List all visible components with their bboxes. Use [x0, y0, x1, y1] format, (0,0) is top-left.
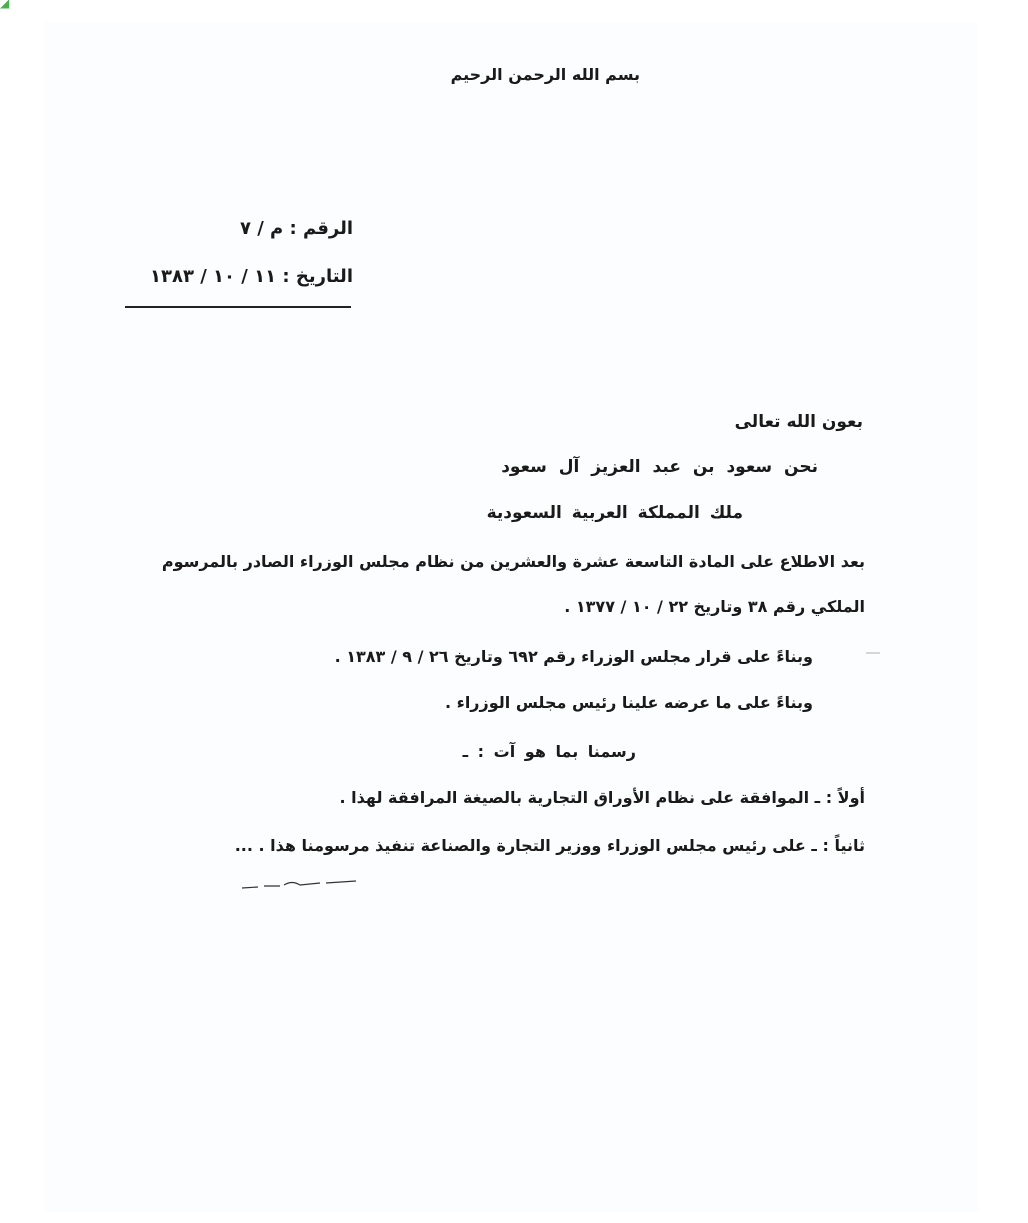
corner-mark-icon: ◢	[0, 0, 10, 10]
king-name-line: نحن سعود بن عبد العزيز آل سعود	[501, 457, 818, 477]
header-underline	[125, 306, 351, 308]
ink-scribble	[240, 878, 360, 892]
reference-number: الرقم : م / ٧	[239, 218, 353, 239]
basmala-heading: بسم الله الرحمن الرحيم	[450, 65, 640, 84]
paragraph-1-line-2: الملكي رقم ٣٨ وتاريخ ٢٢ / ١٠ / ١٣٧٧ .	[564, 597, 865, 616]
margin-dash	[866, 652, 880, 654]
article-second: ثانياً : ـ على رئيس مجلس الوزراء ووزير التجارة والصناعة تنفيذ مرسومنا هذا . ...	[234, 836, 865, 855]
paragraph-3: وبناءً على ما عرضه علينا رئيس مجلس الوزراء .	[444, 693, 813, 712]
decree-intro: رسمنا بما هو آت : ـ	[462, 742, 636, 761]
article-first: أولاً : ـ الموافقة على نظام الأوراق التجارية بالصيغة المرافقة لهذا .	[339, 788, 865, 807]
paragraph-1-line-1: بعد الاطلاع على المادة التاسعة عشرة والعشرين من نظام مجلس الوزراء الصادر بالمرسوم	[161, 552, 865, 571]
paragraph-2: وبناءً على قرار مجلس الوزراء رقم ٦٩٢ وتاريخ ٢٦ / ٩ / ١٣٨٣ .	[334, 647, 813, 666]
document-date: التاريخ : ١١ / ١٠ / ١٣٨٣	[149, 266, 353, 287]
invocation-line: بعون الله تعالى	[734, 412, 863, 432]
king-title-line: ملك المملكة العربية السعودية	[486, 503, 743, 523]
